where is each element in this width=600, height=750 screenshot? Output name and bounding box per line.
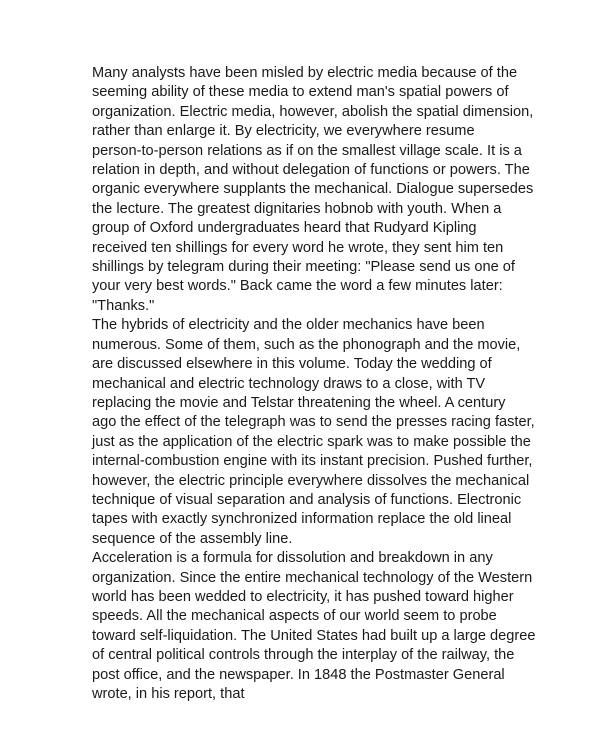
text-line: your very best words." Back came the word a few minutes later: [92,278,503,295]
document-page [92,64,536,704]
text-line: mechanical and electric technology draws to a close, with TV [92,375,486,392]
text-line: of central political controls through the interplay of the railway, the [92,647,515,664]
text-line: are discussed elsewhere in this volume. Today the wedding of [92,356,492,373]
text-line: seeming ability of these media to extend man's spatial powers of [92,84,509,101]
text-line: speeds. All the mechanical aspects of our world seem to probe [92,608,497,625]
text-line: The hybrids of electricity and the older mechanics have been [92,317,485,334]
text-line: organization. Since the entire mechanical technology of the Western [92,569,533,586]
text-line: "Thanks." [92,297,155,314]
text-line: organic everywhere supplants the mechanical. Dialogue supersedes [92,181,534,198]
text-line: sequence of the assembly line. [92,530,293,547]
text-line: the lecture. The greatest dignitaries hobnob with youth. When a [92,200,502,217]
paragraph-electric-media [92,64,532,316]
text-line: wrote, in his report, that [92,686,245,702]
text-line: relation in depth, and without delegation of functions or powers. The [92,162,530,179]
text-line: Many analysts have been misled by electric media because of the [92,65,518,81]
text-line: person-to-person relations as if on the smallest village scale. It is a [92,142,522,159]
paragraph-hybrids [92,316,535,549]
text-line: tapes with exactly synchronized information replace the old lineal [92,511,512,528]
text-line: however, the electric principle everywhere dissolves the mechanical [92,472,530,489]
text-line: group of Oxford undergraduates heard that Rudyard Kipling [92,220,477,237]
text-line: shillings by telegram during their meeting: "Please send us one of [92,259,515,276]
text-line: replacing the movie and Telstar threatening the wheel. A century [92,394,506,411]
text-line: post office, and the newspaper. In 1848 the Postmaster General [92,666,505,683]
text-line: toward self-liquidation. The United States had built up a large degree [92,627,536,644]
text-line: just as the application of the electric spark was to make possible the [92,433,531,450]
text-line: organization. Electric media, however, abolish the spatial dimension, [92,103,534,120]
text-line: ago the effect of the telegraph was to send the presses racing faster, [92,414,535,431]
text-line: Acceleration is a formula for dissolution and breakdown in any [92,550,493,567]
text-line: numerous. Some of them, such as the phonograph and the movie, [92,336,521,353]
paragraph-acceleration [92,549,536,704]
text-line: rather than enlarge it. By electricity, we everywhere resume [92,123,475,140]
text-line: world has been wedded to electricity, it has pushed toward higher [92,588,514,605]
text-line: technique of visual separation and analysis of functions. Electronic [92,491,522,508]
text-line: received ten shillings for every word he wrote, they sent him ten [92,239,504,256]
text-line: internal-combustion engine with its instant precision. Pushed further, [92,453,533,470]
